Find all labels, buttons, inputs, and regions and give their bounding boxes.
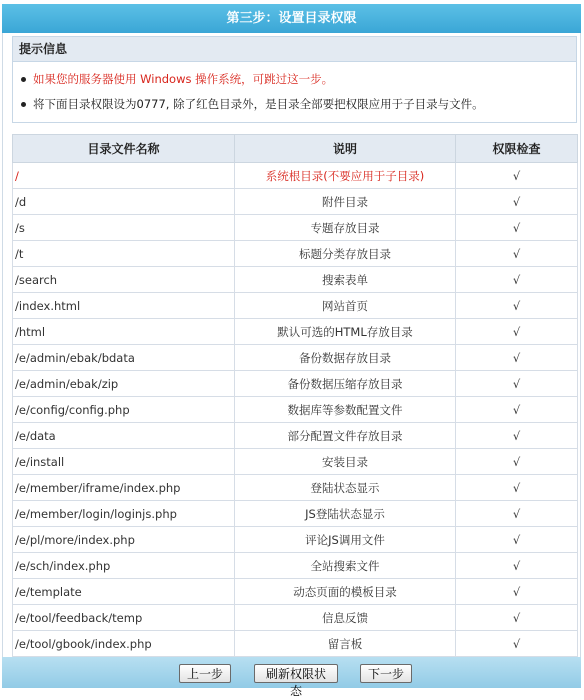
table-row xyxy=(13,345,578,371)
dir-desc-cell: 动态页面的模板目录 xyxy=(235,579,456,605)
table-row xyxy=(13,397,578,423)
table-row xyxy=(13,527,578,553)
table-row xyxy=(13,241,578,267)
permission-check-cell: √ xyxy=(456,475,578,501)
table-row xyxy=(13,423,578,449)
dir-path-cell: /html xyxy=(13,319,235,345)
dir-path-cell: / xyxy=(13,163,235,189)
dir-desc-cell: 评论JS调用文件 xyxy=(235,527,456,553)
table-row xyxy=(13,605,578,631)
tip-line-windows xyxy=(21,71,333,87)
bullet-icon xyxy=(21,77,26,82)
dir-path-cell: /index.html xyxy=(13,293,235,319)
permission-check-cell: √ xyxy=(456,293,578,319)
dir-path-cell: /e/member/login/loginjs.php xyxy=(13,501,235,527)
permission-check-cell: √ xyxy=(456,345,578,371)
dir-desc-cell: 数据库等参数配置文件 xyxy=(235,397,456,423)
step-title: 第三步：设置目录权限 xyxy=(226,11,357,26)
dir-desc-cell: 网站首页 xyxy=(235,293,456,319)
dir-desc-cell: 部分配置文件存放目录 xyxy=(235,423,456,449)
dir-path-cell: /e/pl/more/index.php xyxy=(13,527,235,553)
permission-check-cell: √ xyxy=(456,267,578,293)
refresh-permission-button[interactable]: 刷新权限状态 xyxy=(254,664,338,683)
dir-desc-cell: 附件目录 xyxy=(235,189,456,215)
permission-check-cell: √ xyxy=(456,579,578,605)
header-path: 目录文件名称 xyxy=(13,135,235,163)
header-check: 权限检查 xyxy=(456,135,578,163)
dir-path-cell: /e/admin/ebak/zip xyxy=(13,371,235,397)
prev-step-button[interactable]: 上一步 xyxy=(179,664,231,683)
tips-title: 提示信息 xyxy=(13,37,576,62)
table-row xyxy=(13,501,578,527)
table-row xyxy=(13,475,578,501)
next-step-button[interactable]: 下一步 xyxy=(360,664,412,683)
table-row xyxy=(13,215,578,241)
dir-path-cell: /e/tool/feedback/temp xyxy=(13,605,235,631)
permission-check-cell: √ xyxy=(456,423,578,449)
table-row xyxy=(13,163,578,189)
table-row xyxy=(13,449,578,475)
dir-desc-cell: 标题分类存放目录 xyxy=(235,241,456,267)
dir-path-cell: /e/install xyxy=(13,449,235,475)
dir-desc-cell: JS登陆状态显示 xyxy=(235,501,456,527)
bullet-icon xyxy=(21,102,26,107)
table-row xyxy=(13,293,578,319)
dir-desc-cell: 备份数据存放目录 xyxy=(235,345,456,371)
dir-path-cell: /d xyxy=(13,189,235,215)
permission-check-cell: √ xyxy=(456,397,578,423)
dir-path-cell: /e/sch/index.php xyxy=(13,553,235,579)
permission-check-cell: √ xyxy=(456,527,578,553)
table-row xyxy=(13,189,578,215)
table-row xyxy=(13,319,578,345)
permission-check-cell: √ xyxy=(456,215,578,241)
permission-check-cell: √ xyxy=(456,163,578,189)
tips-panel xyxy=(12,36,577,123)
table-row xyxy=(13,631,578,657)
tip-text-permission: 将下面目录权限设为0777, 除了红色目录外，是目录全部要把权限应用于子目录与文件。 xyxy=(33,97,484,111)
table-row xyxy=(13,267,578,293)
dir-desc-cell: 默认可选的HTML存放目录 xyxy=(235,319,456,345)
tip-text-windows: 如果您的服务器使用 Windows 操作系统，可跳过这一步。 xyxy=(33,72,334,86)
permission-check-cell: √ xyxy=(456,189,578,215)
dir-path-cell: /e/member/iframe/index.php xyxy=(13,475,235,501)
step-title-bar xyxy=(2,4,581,33)
dir-path-cell: /e/tool/gbook/index.php xyxy=(13,631,235,657)
permission-table xyxy=(12,134,578,657)
dir-path-cell: /e/config/config.php xyxy=(13,397,235,423)
header-desc: 说明 xyxy=(235,135,456,163)
permission-check-cell: √ xyxy=(456,605,578,631)
permission-check-cell: √ xyxy=(456,319,578,345)
dir-path-cell: /e/admin/ebak/bdata xyxy=(13,345,235,371)
permission-check-cell: √ xyxy=(456,371,578,397)
dir-path-cell: /t xyxy=(13,241,235,267)
table-row xyxy=(13,579,578,605)
tip-line-permission xyxy=(21,96,484,112)
dir-desc-cell: 系统根目录(不要应用于子目录) xyxy=(235,163,456,189)
table-row xyxy=(13,553,578,579)
dir-desc-cell: 信息反馈 xyxy=(235,605,456,631)
dir-path-cell: /search xyxy=(13,267,235,293)
permission-check-cell: √ xyxy=(456,501,578,527)
table-row xyxy=(13,371,578,397)
permission-check-cell: √ xyxy=(456,553,578,579)
dir-desc-cell: 专题存放目录 xyxy=(235,215,456,241)
button-bar xyxy=(2,657,581,698)
dir-desc-cell: 搜索表单 xyxy=(235,267,456,293)
dir-path-cell: /e/data xyxy=(13,423,235,449)
dir-desc-cell: 登陆状态显示 xyxy=(235,475,456,501)
permission-check-cell: √ xyxy=(456,449,578,475)
dir-desc-cell: 备份数据压缩存放目录 xyxy=(235,371,456,397)
dir-path-cell: /s xyxy=(13,215,235,241)
permission-check-cell: √ xyxy=(456,631,578,657)
dir-desc-cell: 安装目录 xyxy=(235,449,456,475)
table-header-row xyxy=(13,135,578,163)
dir-path-cell: /e/template xyxy=(13,579,235,605)
dir-desc-cell: 全站搜索文件 xyxy=(235,553,456,579)
dir-desc-cell: 留言板 xyxy=(235,631,456,657)
permission-check-cell: √ xyxy=(456,241,578,267)
